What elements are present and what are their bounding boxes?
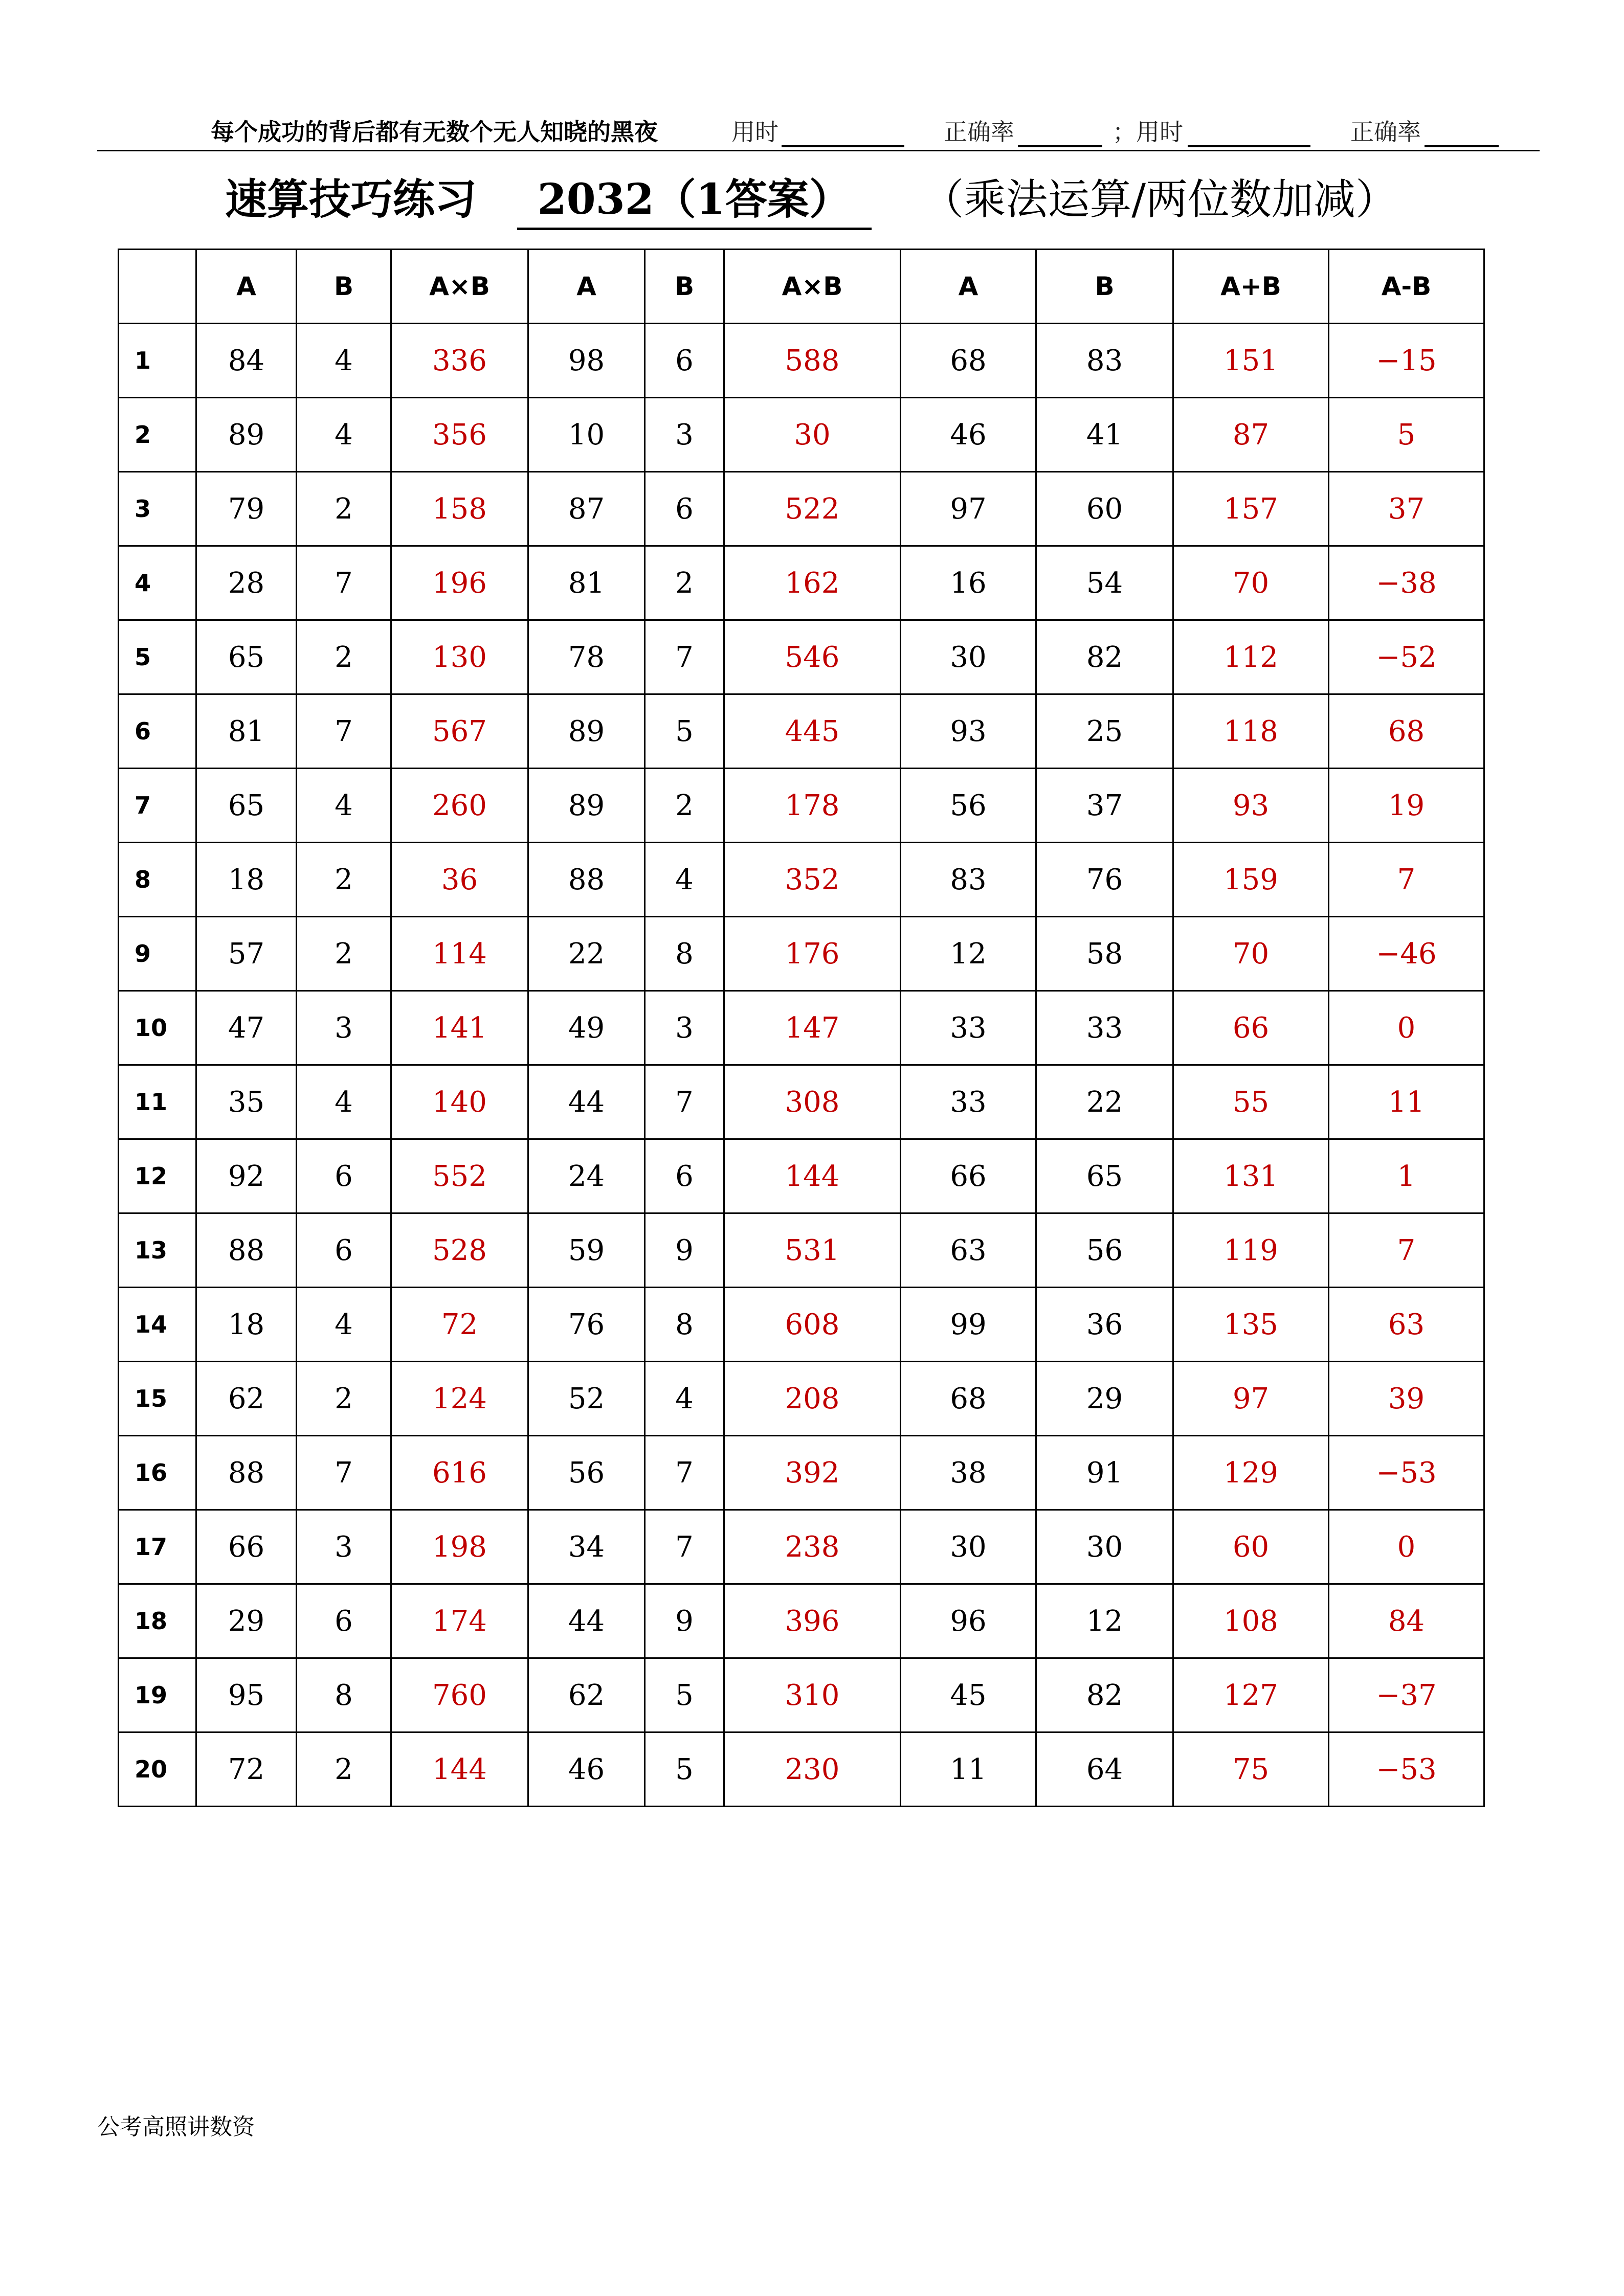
answer-cell: 70 [1173,546,1329,620]
operand-cell: 46 [528,1732,645,1807]
table-row [119,472,1484,546]
answer-cell: −53 [1329,1732,1484,1807]
answer-cell: −38 [1329,546,1484,620]
column-header: B [297,250,391,324]
row-number: 15 [119,1362,196,1436]
operand-cell: 78 [528,620,645,694]
operand-cell: 33 [901,991,1036,1065]
table-row [119,398,1484,472]
answer-cell: 546 [724,620,901,694]
row-number: 5 [119,620,196,694]
operand-cell: 76 [1036,843,1173,917]
operand-cell: 52 [528,1362,645,1436]
operand-cell: 54 [1036,546,1173,620]
row-number: 16 [119,1436,196,1510]
operand-cell: 58 [1036,917,1173,991]
accuracy-blank-2 [1425,117,1499,147]
operand-cell: 97 [901,472,1036,546]
answer-cell: 144 [391,1732,528,1807]
operand-cell: 30 [1036,1510,1173,1584]
operand-cell: 25 [1036,694,1173,769]
operand-cell: 6 [645,1139,724,1213]
answer-cell: 124 [391,1362,528,1436]
answer-cell: 308 [724,1065,901,1139]
operand-cell: 12 [901,917,1036,991]
operand-cell: 81 [196,694,297,769]
operand-cell: 4 [645,843,724,917]
answer-cell: 176 [724,917,901,991]
operand-cell: 79 [196,472,297,546]
operand-cell: 38 [901,1436,1036,1510]
operand-cell: 4 [297,398,391,472]
operand-cell: 6 [297,1213,391,1288]
header-rule [97,150,1540,151]
answer-cell: 260 [391,769,528,843]
answer-cell: 39 [1329,1362,1484,1436]
operand-cell: 45 [901,1658,1036,1732]
operand-cell: 64 [1036,1732,1173,1807]
operand-cell: 12 [1036,1584,1173,1658]
answer-cell: 552 [391,1139,528,1213]
answer-cell: 356 [391,398,528,472]
operand-cell: 65 [196,620,297,694]
answer-cell: 238 [724,1510,901,1584]
operand-cell: 6 [297,1139,391,1213]
operand-cell: 57 [196,917,297,991]
answer-cell: 114 [391,917,528,991]
row-number: 2 [119,398,196,472]
operand-cell: 7 [645,1065,724,1139]
operand-cell: 68 [901,324,1036,398]
answer-cell: 97 [1173,1362,1329,1436]
operand-cell: 22 [1036,1065,1173,1139]
answer-cell: 118 [1173,694,1329,769]
answer-cell: 392 [724,1436,901,1510]
operand-cell: 44 [528,1584,645,1658]
row-number: 10 [119,991,196,1065]
title-subtitle: （乘法运算/两位数加减） [922,175,1398,224]
time-label-2: ；用时 [1113,118,1183,146]
answer-cell: 19 [1329,769,1484,843]
operand-cell: 66 [196,1510,297,1584]
operand-cell: 33 [1036,991,1173,1065]
column-header: A [901,250,1036,324]
operand-cell: 63 [901,1213,1036,1288]
column-header: A×B [391,250,528,324]
answer-cell: 75 [1173,1732,1329,1807]
operand-cell: 98 [528,324,645,398]
answer-cell: 36 [391,843,528,917]
answer-cell: 158 [391,472,528,546]
operand-cell: 68 [901,1362,1036,1436]
accuracy-label-1: 正确率 [944,118,1014,146]
answer-cell: 531 [724,1213,901,1288]
operand-cell: 9 [645,1213,724,1288]
operand-cell: 2 [297,620,391,694]
table-row [119,1065,1484,1139]
row-number: 8 [119,843,196,917]
column-header: A+B [1173,250,1329,324]
column-header: A-B [1329,250,1484,324]
table-row [119,991,1484,1065]
answer-cell: 151 [1173,324,1329,398]
operand-cell: 93 [901,694,1036,769]
table-row [119,1288,1484,1362]
answer-cell: 87 [1173,398,1329,472]
header-motto: 每个成功的背后都有无数个无人知晓的黑夜 [211,118,658,146]
answer-cell: 5 [1329,398,1484,472]
operand-cell: 18 [196,843,297,917]
answer-cell: −52 [1329,620,1484,694]
operand-cell: 33 [901,1065,1036,1139]
row-number: 9 [119,917,196,991]
column-header: A [528,250,645,324]
operand-cell: 7 [297,1436,391,1510]
operand-cell: 8 [645,1288,724,1362]
table-row [119,1213,1484,1288]
operand-cell: 99 [901,1288,1036,1362]
row-number: 1 [119,324,196,398]
operand-cell: 5 [645,1732,724,1807]
row-number: 3 [119,472,196,546]
title-main: 速算技巧练习 [225,175,477,224]
operand-cell: 83 [901,843,1036,917]
answer-cell: 11 [1329,1065,1484,1139]
row-number: 4 [119,546,196,620]
answer-cell: 135 [1173,1288,1329,1362]
answer-cell: −37 [1329,1658,1484,1732]
operand-cell: 37 [1036,769,1173,843]
table-row [119,917,1484,991]
operand-cell: 28 [196,546,297,620]
practice-table [118,249,1485,1807]
operand-cell: 89 [196,398,297,472]
table-row [119,546,1484,620]
operand-cell: 91 [1036,1436,1173,1510]
operand-cell: 59 [528,1213,645,1288]
table-body [119,324,1484,1807]
answer-cell: 131 [1173,1139,1329,1213]
footer-text: 公考高照讲数资 [97,2114,255,2140]
operand-cell: 88 [196,1213,297,1288]
operand-cell: 30 [901,1510,1036,1584]
operand-cell: 2 [297,1362,391,1436]
operand-cell: 95 [196,1658,297,1732]
row-number: 17 [119,1510,196,1584]
row-number: 12 [119,1139,196,1213]
operand-cell: 49 [528,991,645,1065]
answer-cell: 196 [391,546,528,620]
operand-cell: 8 [297,1658,391,1732]
row-number: 20 [119,1732,196,1807]
operand-cell: 7 [297,546,391,620]
answer-cell: 230 [724,1732,901,1807]
title-code: 2032（1答案） [517,171,872,230]
answer-cell: 70 [1173,917,1329,991]
answer-cell: 68 [1329,694,1484,769]
answer-cell: 522 [724,472,901,546]
answer-cell: 616 [391,1436,528,1510]
table-row [119,1139,1484,1213]
column-header: A [196,250,297,324]
time-blank-1 [782,117,904,147]
answer-cell: 141 [391,991,528,1065]
operand-cell: 47 [196,991,297,1065]
operand-cell: 35 [196,1065,297,1139]
row-number: 11 [119,1065,196,1139]
table-row [119,324,1484,398]
answer-cell: 1 [1329,1139,1484,1213]
table-row [119,1658,1484,1732]
row-number: 7 [119,769,196,843]
operand-cell: 8 [645,917,724,991]
operand-cell: 36 [1036,1288,1173,1362]
operand-cell: 4 [645,1362,724,1436]
operand-cell: 56 [528,1436,645,1510]
answer-cell: 130 [391,620,528,694]
operand-cell: 18 [196,1288,297,1362]
operand-cell: 87 [528,472,645,546]
operand-cell: 66 [901,1139,1036,1213]
answer-cell: 84 [1329,1584,1484,1658]
answer-cell: 7 [1329,843,1484,917]
operand-cell: 34 [528,1510,645,1584]
operand-cell: 2 [297,917,391,991]
row-number: 6 [119,694,196,769]
table-row [119,620,1484,694]
operand-cell: 6 [297,1584,391,1658]
operand-cell: 3 [645,991,724,1065]
column-header: A×B [724,250,901,324]
table-row [119,1436,1484,1510]
answer-cell: 0 [1329,1510,1484,1584]
answer-cell: −15 [1329,324,1484,398]
operand-cell: 56 [901,769,1036,843]
row-number: 13 [119,1213,196,1288]
accuracy-blank-1 [1018,117,1102,147]
answer-cell: 72 [391,1288,528,1362]
answer-cell: 30 [724,398,901,472]
operand-cell: 88 [528,843,645,917]
answer-cell: 66 [1173,991,1329,1065]
operand-cell: 89 [528,694,645,769]
row-number: 18 [119,1584,196,1658]
answer-cell: 144 [724,1139,901,1213]
answer-cell: 93 [1173,769,1329,843]
answer-cell: 178 [724,769,901,843]
answer-cell: −53 [1329,1436,1484,1510]
operand-cell: 29 [196,1584,297,1658]
operand-cell: 60 [1036,472,1173,546]
table-row [119,1732,1484,1807]
operand-cell: 5 [645,1658,724,1732]
operand-cell: 72 [196,1732,297,1807]
operand-cell: 2 [297,1732,391,1807]
operand-cell: 10 [528,398,645,472]
operand-cell: 3 [645,398,724,472]
operand-cell: 89 [528,769,645,843]
answer-cell: 608 [724,1288,901,1362]
answer-cell: 760 [391,1658,528,1732]
answer-cell: 127 [1173,1658,1329,1732]
accuracy-label-2: 正确率 [1350,118,1421,146]
column-header: B [1036,250,1173,324]
operand-cell: 11 [901,1732,1036,1807]
table-row [119,769,1484,843]
answer-cell: 60 [1173,1510,1329,1584]
operand-cell: 46 [901,398,1036,472]
answer-cell: 157 [1173,472,1329,546]
answer-cell: 396 [724,1584,901,1658]
operand-cell: 62 [528,1658,645,1732]
answer-cell: 162 [724,546,901,620]
operand-cell: 92 [196,1139,297,1213]
time-label-1: 用时 [731,118,778,146]
page-header [97,117,1540,165]
operand-cell: 82 [1036,620,1173,694]
operand-cell: 24 [528,1139,645,1213]
operand-cell: 22 [528,917,645,991]
operand-cell: 65 [196,769,297,843]
answer-cell: 108 [1173,1584,1329,1658]
operand-cell: 6 [645,324,724,398]
operand-cell: 30 [901,620,1036,694]
page-title [225,169,1397,230]
operand-cell: 62 [196,1362,297,1436]
operand-cell: 4 [297,769,391,843]
answer-cell: 37 [1329,472,1484,546]
operand-cell: 3 [297,1510,391,1584]
answer-cell: −46 [1329,917,1484,991]
operand-cell: 4 [297,1288,391,1362]
row-number: 19 [119,1658,196,1732]
operand-cell: 41 [1036,398,1173,472]
answer-cell: 55 [1173,1065,1329,1139]
operand-cell: 5 [645,694,724,769]
operand-cell: 76 [528,1288,645,1362]
table-row [119,1510,1484,1584]
operand-cell: 84 [196,324,297,398]
operand-cell: 81 [528,546,645,620]
answer-cell: 528 [391,1213,528,1288]
operand-cell: 6 [645,472,724,546]
answer-cell: 112 [1173,620,1329,694]
operand-cell: 7 [645,1436,724,1510]
operand-cell: 4 [297,324,391,398]
operand-cell: 2 [645,769,724,843]
operand-cell: 29 [1036,1362,1173,1436]
table-row [119,1584,1484,1658]
answer-cell: 352 [724,843,901,917]
table-row [119,843,1484,917]
operand-cell: 83 [1036,324,1173,398]
operand-cell: 96 [901,1584,1036,1658]
operand-cell: 65 [1036,1139,1173,1213]
answer-cell: 0 [1329,991,1484,1065]
answer-cell: 336 [391,324,528,398]
time-blank-2 [1188,117,1310,147]
operand-cell: 2 [297,472,391,546]
operand-cell: 7 [645,1510,724,1584]
answer-cell: 159 [1173,843,1329,917]
row-number: 14 [119,1288,196,1362]
answer-cell: 567 [391,694,528,769]
table-header-row [119,250,1484,324]
answer-cell: 7 [1329,1213,1484,1288]
operand-cell: 2 [645,546,724,620]
operand-cell: 56 [1036,1213,1173,1288]
operand-cell: 7 [645,620,724,694]
operand-cell: 9 [645,1584,724,1658]
answer-cell: 129 [1173,1436,1329,1510]
answer-cell: 588 [724,324,901,398]
answer-cell: 198 [391,1510,528,1584]
operand-cell: 16 [901,546,1036,620]
column-header: B [645,250,724,324]
answer-cell: 147 [724,991,901,1065]
operand-cell: 2 [297,843,391,917]
operand-cell: 7 [297,694,391,769]
answer-cell: 140 [391,1065,528,1139]
operand-cell: 3 [297,991,391,1065]
answer-cell: 174 [391,1584,528,1658]
operand-cell: 82 [1036,1658,1173,1732]
table-row [119,1362,1484,1436]
operand-cell: 88 [196,1436,297,1510]
answer-cell: 445 [724,694,901,769]
answer-cell: 310 [724,1658,901,1732]
answer-cell: 63 [1329,1288,1484,1362]
answer-cell: 119 [1173,1213,1329,1288]
table-row [119,694,1484,769]
answer-cell: 208 [724,1362,901,1436]
operand-cell: 44 [528,1065,645,1139]
operand-cell: 4 [297,1065,391,1139]
column-header [119,250,196,324]
